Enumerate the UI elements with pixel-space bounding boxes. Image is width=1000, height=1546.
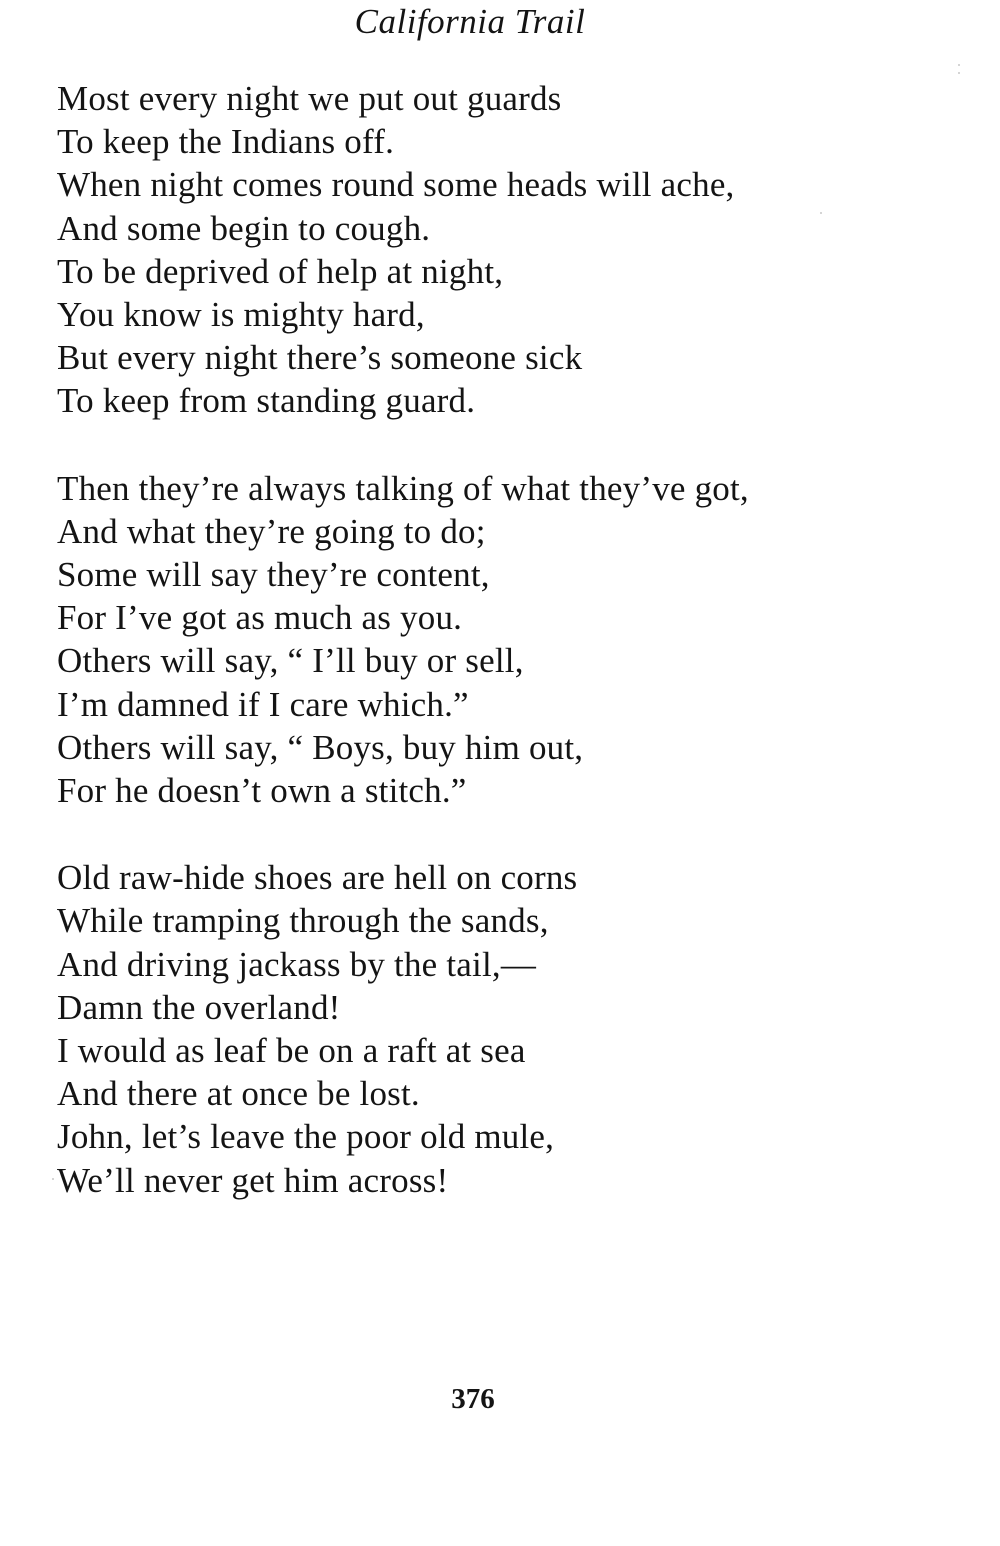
poem-line: I’m damned if I care which.” [57,684,469,724]
poem-line: When night comes round some heads will ache, [57,165,735,205]
poem-line: And what they’re going to do; [57,511,486,551]
poem-line: John, let’s leave the poor old mule, [57,1117,555,1157]
poem-line: We’ll never get him across! [57,1160,449,1200]
poem-line: Others will say, “ I’ll buy or sell, [57,641,524,681]
scan-speck [958,72,960,74]
poem-line: While tramping through the sands, [57,901,549,941]
stanza-2 [57,467,957,813]
running-head: California Trail [354,2,586,41]
poem-line: Then they’re always talking of what they’ve got, [57,468,749,508]
poem-line: Damn the overland! [57,987,341,1027]
poem-line: And driving jackass by the tail,— [57,944,537,984]
poem-line: You know is mighty hard, [57,295,425,335]
stanza-1 [57,77,957,423]
page-number: 376 [451,1383,495,1415]
poem-line: And some begin to cough. [57,208,431,248]
stanza-3 [57,856,957,1202]
poem-line: Others will say, “ Boys, buy him out, [57,727,584,767]
poem [57,77,957,1246]
poem-line: For he doesn’t own a stitch.” [57,771,467,811]
poem-line: Some will say they’re content, [57,555,490,595]
poem-line: To be deprived of help at night, [57,251,504,291]
scan-speck [820,212,822,214]
poem-line: To keep the Indians off. [57,122,395,162]
poem-line: But every night there’s someone sick [57,338,583,378]
poem-line: For I’ve got as much as you. [57,598,463,638]
poem-line: To keep from standing guard. [57,381,476,421]
poem-line: And there at once be lost. [57,1074,420,1114]
poem-line: Old raw-hide shoes are hell on corns [57,858,578,898]
scan-speck [52,1178,54,1180]
poem-line: Most every night we put out guards [57,79,562,118]
scan-speck [958,64,960,66]
poem-line: I would as leaf be on a raft at sea [57,1031,526,1071]
